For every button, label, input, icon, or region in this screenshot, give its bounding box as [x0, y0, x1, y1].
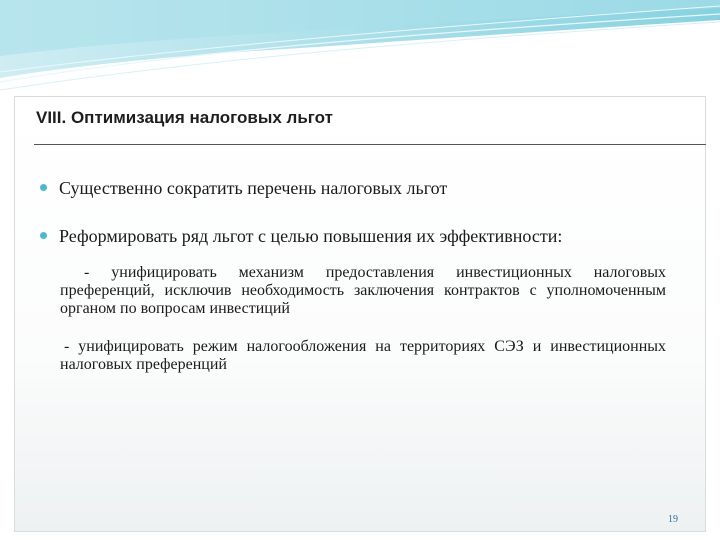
sub-item: - унифицировать режим налогообложения на территориях СЭЗ и инвестиционных налоговых преференций: [60, 338, 666, 373]
bullet-item: [40, 178, 447, 199]
page-number: 19: [668, 514, 678, 525]
bullet-dot-icon: [40, 184, 47, 191]
title-divider: [34, 144, 706, 145]
sub-item: - унифицировать механизм предоставления инвестиционных налоговых преференций, исключив необходимость заключения контрактов с уполномоченным органом по вопросам инвестиций: [60, 264, 666, 317]
bullet-text: Существенно сократить перечень налоговых льгот: [59, 178, 448, 198]
bullet-item: [40, 226, 562, 247]
bullet-dot-icon: [40, 232, 47, 239]
slide-title: VIII. Оптимизация налоговых льгот: [36, 108, 333, 127]
bullet-text: Реформировать ряд льгот с целью повышения их эффективности:: [59, 226, 563, 246]
